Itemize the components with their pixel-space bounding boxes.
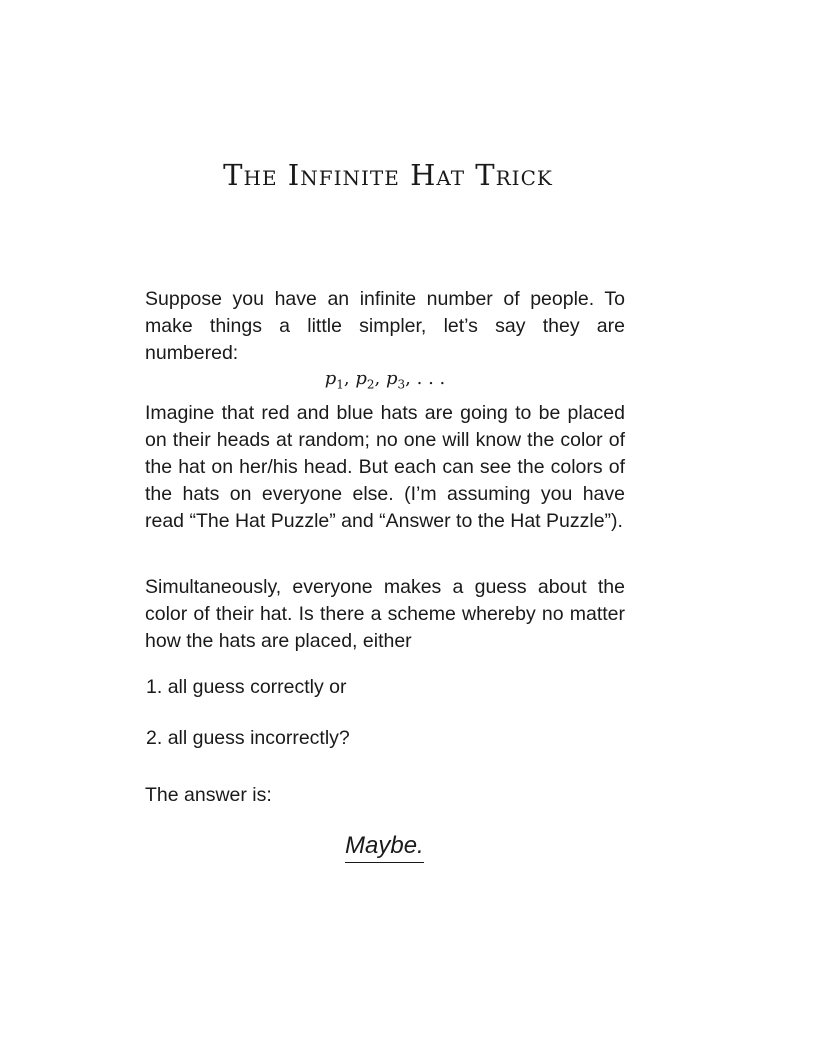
list-item-number: 2.	[146, 727, 163, 749]
answer-intro: The answer is:	[145, 784, 272, 806]
math-p1: $p_1$	[324, 368, 344, 392]
list-item-text: all guess correctly or	[167, 676, 347, 698]
list-item	[146, 725, 350, 752]
math-p3: $p_3$	[386, 368, 406, 392]
paragraph-hats: Imagine that red and blue hats are going to be placed on their heads at random; no one will know the color of the hat on her/his head. But each can see the colors of the hats on everyone else. (I’m assuming you have read “The Hat Puzzle” and “Answer to the Hat Puzzle”).	[145, 402, 625, 532]
paragraph-question: Simultaneously, everyone makes a guess about the color of their hat. Is there a scheme whereby no matter how the hats are placed, either	[145, 576, 625, 652]
answer-text: Maybe.	[345, 830, 424, 863]
list-item-text: all guess incorrectly?	[167, 727, 350, 749]
math-p2: $p_2$	[355, 368, 375, 392]
page-title: The Infinite Hat Trick	[223, 158, 553, 192]
list-item	[146, 674, 347, 701]
math-sequence: $p_1$, $p_2$, $p_3$, . . .	[324, 368, 446, 392]
math-ellipsis: . . .	[416, 368, 446, 389]
list-item-number: 1.	[146, 676, 163, 698]
paragraph-intro: Suppose you have an infinite number of people. To make things a little simpler, let’s say they are numbered:	[145, 288, 625, 364]
